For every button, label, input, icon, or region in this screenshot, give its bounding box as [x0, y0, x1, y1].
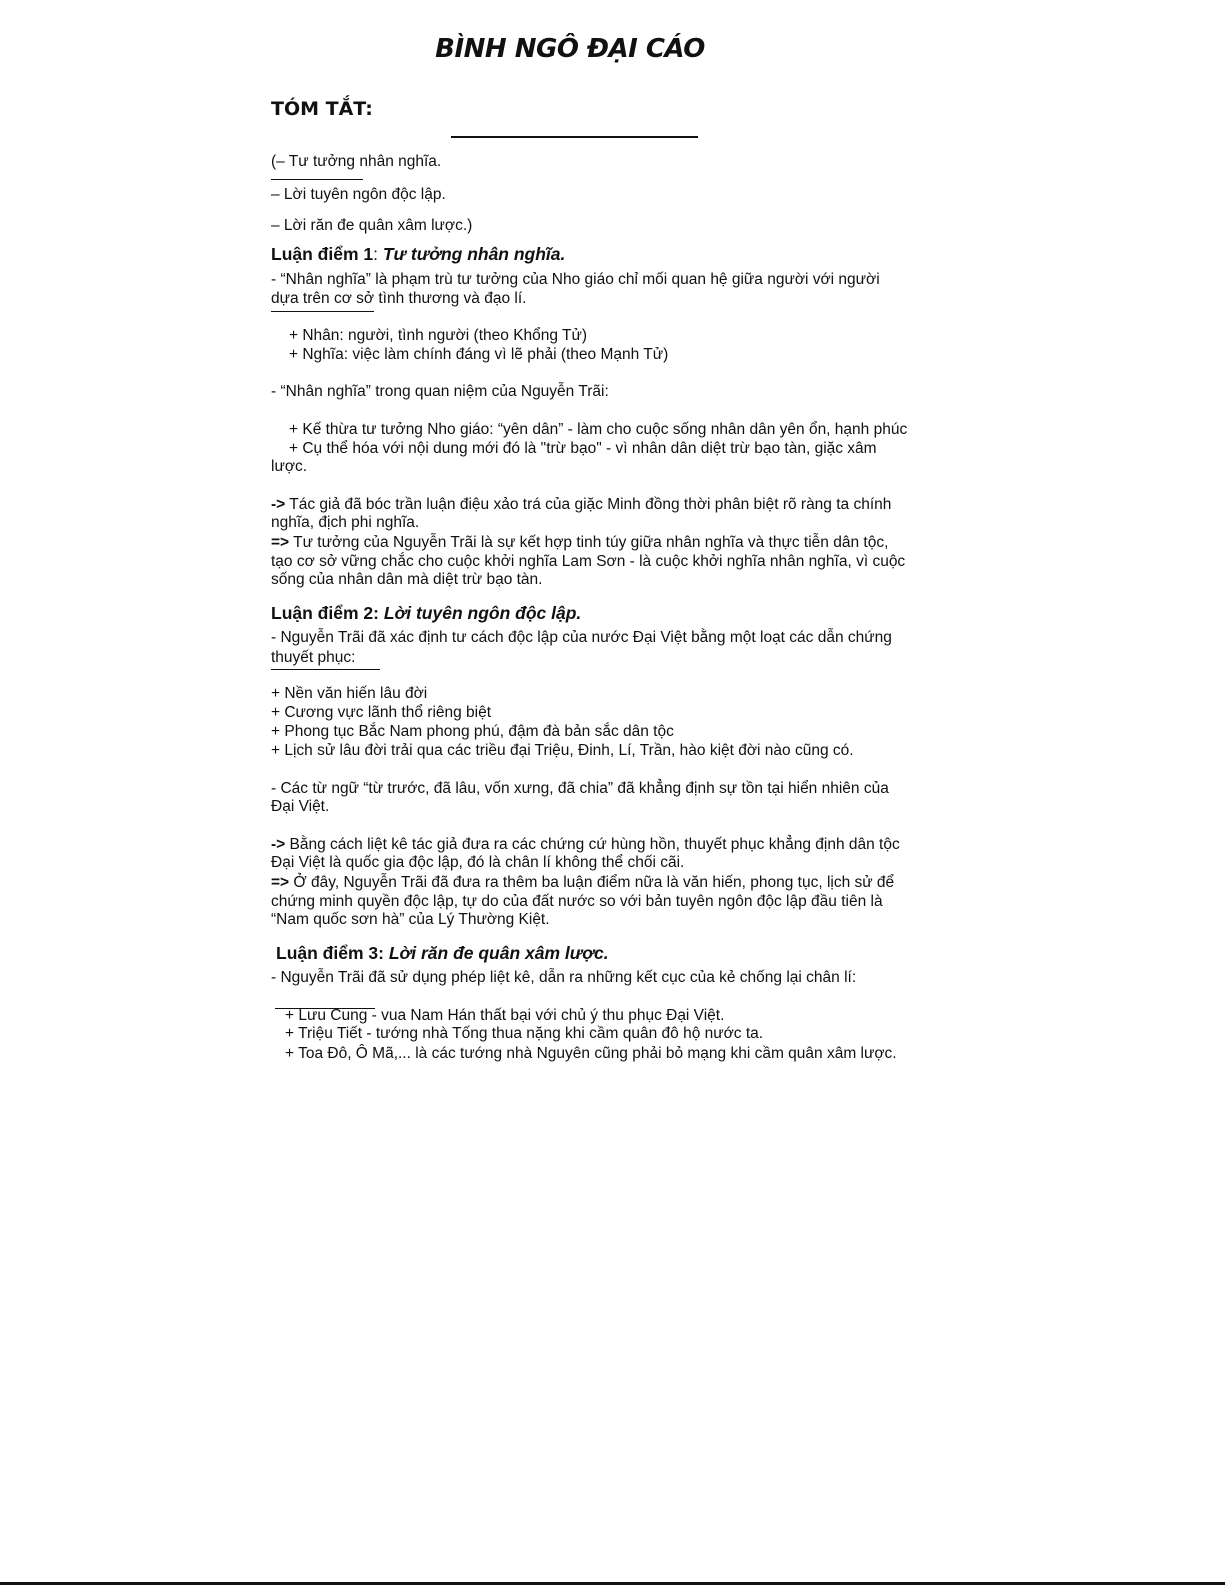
- conclusion-line: => Tư tưởng của Nguyễn Trãi là sự kết hợp tinh túy giữa nhân nghĩa và thực tiễn dân tộc,: [271, 534, 889, 551]
- list-item: + Phong tục Bắc Nam phong phú, đậm đà bản sắc dân tộc: [271, 723, 674, 740]
- underline-rule: [271, 669, 380, 670]
- paragraph-line: tạo cơ sở vững chắc cho cuộc khởi nghĩa Lam Sơn - là cuộc khởi nghĩa nhân nghĩa, vì cuộc: [271, 553, 906, 570]
- conclusion-line: => Ở đây, Nguyễn Trãi đã đưa ra thêm ba luận điểm nữa là văn hiến, phong tục, lịch sử để: [271, 874, 895, 891]
- list-item: + Cụ thể hóa với nội dung mới đó là "trừ bạo" - vì nhân dân diệt trừ bạo tàn, giặc xâm: [289, 440, 877, 457]
- list-item: + Toa Đô, Ô Mã,... là các tướng nhà Nguyên cũng phải bỏ mạng khi cầm quân xâm lược.: [285, 1045, 897, 1062]
- summary-line: – Lời răn đe quân xâm lược.): [271, 217, 473, 234]
- paragraph-line: - Các từ ngữ “từ trước, đã lâu, vốn xưng, đã chia” đã khẳng định sự tồn tại hiển nhiên của: [271, 780, 889, 797]
- paragraph-line: Đại Việt.: [271, 798, 330, 815]
- list-item: + Nhân: người, tình người (theo Khổng Tử): [289, 327, 588, 344]
- underline-rule: [271, 311, 374, 312]
- paragraph-line: - “Nhân nghĩa” trong quan niệm của Nguyễn Trãi:: [271, 383, 609, 400]
- paragraph-line: chứng minh quyền độc lập, tự do của đất nước so với bản tuyên ngôn độc lập đầu tiên là: [271, 893, 883, 910]
- paragraph-line: Đại Việt là quốc gia độc lập, đó là chân lí không thể chối cãi.: [271, 854, 685, 871]
- paragraph-line: “Nam quốc sơn hà” của Lý Thường Kiệt.: [271, 911, 550, 928]
- document-title: BÌNH NGÔ ĐẠI CÁO: [435, 34, 705, 64]
- list-item: + Kế thừa tư tưởng Nho giáo: “yên dân” - làm cho cuộc sống nhân dân yên ổn, hạnh phúc: [289, 421, 908, 438]
- paragraph-line: sống của nhân dân mà diệt trừ bạo tàn.: [271, 571, 543, 588]
- conclusion-line: -> Bằng cách liệt kê tác giả đưa ra các chứng cứ hùng hồn, thuyết phục khẳng định dân tộc: [271, 836, 900, 853]
- paragraph-line: thuyết phục:: [271, 649, 356, 666]
- list-item: + Lưu Cung - vua Nam Hán thất bại với chủ ý thu phục Đại Việt.: [285, 1007, 725, 1024]
- section-2-heading: Luận điểm 2: Lời tuyên ngôn độc lập.: [271, 603, 582, 623]
- list-item: + Nghĩa: việc làm chính đáng vì lẽ phải (theo Mạnh Tử): [289, 346, 669, 363]
- list-item: + Lịch sử lâu đời trải qua các triều đại Triệu, Đinh, Lí, Trần, hào kiệt đời nào cũng có.: [271, 742, 854, 759]
- paragraph-line: - “Nhân nghĩa” là phạm trù tư tưởng của Nho giáo chỉ mối quan hệ giữa người với người: [271, 271, 880, 288]
- summary-line: – Lời tuyên ngôn độc lập.: [271, 186, 446, 203]
- section-3-heading: Luận điểm 3: Lời răn đe quân xâm lược.: [276, 943, 609, 963]
- paragraph-line: lược.: [271, 458, 308, 475]
- summary-heading: TÓM TẮT:: [271, 98, 373, 120]
- list-item: + Cương vực lãnh thổ riêng biệt: [271, 704, 492, 721]
- paragraph-line: dựa trên cơ sở tình thương và đạo lí.: [271, 290, 527, 307]
- paragraph-line: nghĩa, địch phi nghĩa.: [271, 514, 420, 531]
- paragraph-line: - Nguyễn Trãi đã xác định tư cách độc lập của nước Đại Việt bằng một loạt các dẫn chứng: [271, 629, 892, 646]
- section-1-heading: Luận điểm 1: Tư tưởng nhân nghĩa.: [271, 244, 566, 264]
- conclusion-line: -> Tác giả đã bóc trần luận điệu xảo trá của giặc Minh đồng thời phân biệt rõ ràng ta chính: [271, 496, 892, 513]
- summary-line: (– Tư tưởng nhân nghĩa.: [271, 153, 442, 170]
- list-item: + Nền văn hiến lâu đời: [271, 685, 428, 702]
- list-item: + Triệu Tiết - tướng nhà Tống thua nặng khi cầm quân đô hộ nước ta.: [285, 1025, 764, 1042]
- underline-rule: [271, 179, 363, 180]
- paragraph-line: - Nguyễn Trãi đã sử dụng phép liệt kê, dẫn ra những kết cục của kẻ chống lại chân lí:: [271, 969, 857, 986]
- divider-rule: [451, 136, 698, 138]
